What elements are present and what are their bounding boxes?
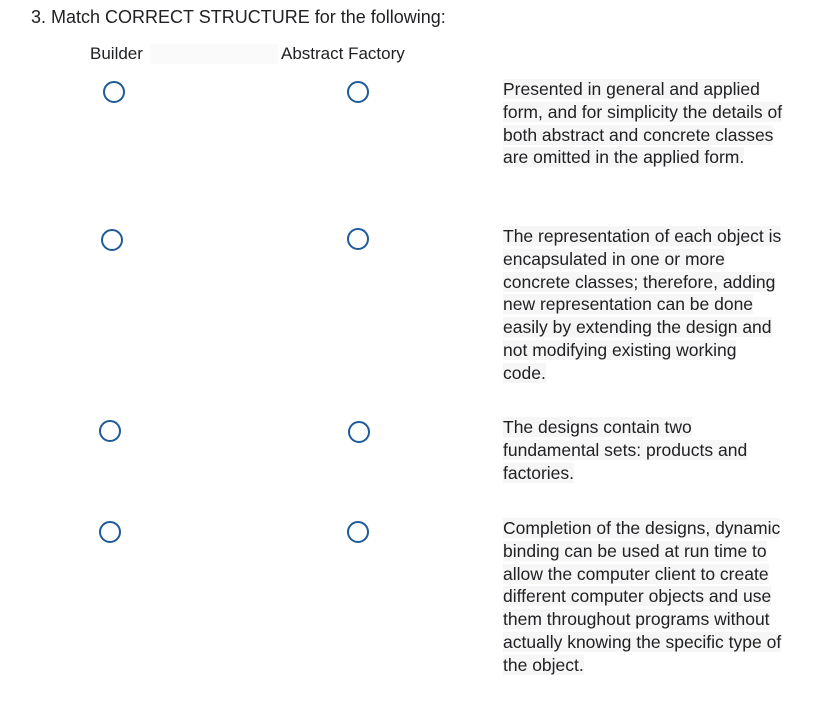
statement-row4-text: Completion of the designs, dynamic binding can be used at run time to allow the computer client to create different computer objects and use them throughout programs without actually knowing the specific type of the object. [503, 518, 782, 675]
radio-row1-abstract-factory[interactable] [347, 81, 369, 103]
statement-row3 [503, 416, 783, 484]
statement-row4 [503, 517, 783, 677]
radio-row4-abstract-factory[interactable] [347, 521, 369, 543]
radio-row3-builder[interactable] [99, 420, 121, 442]
statement-row3-text: The designs contain two fundamental sets: products and factories. [503, 417, 748, 483]
column-header-builder: Builder [90, 44, 143, 63]
column-header-abstract-factory: Abstract Factory [281, 44, 405, 63]
statement-row2-text: The representation of each object is encapsulated in one or more concrete classes; therefore, adding new representation can be done easily by extending the design and not modifying existing working code. [503, 226, 782, 383]
statement-row2 [503, 225, 783, 385]
statement-row1-text: Presented in general and applied form, and for simplicity the details of both abstract and concrete classes are omitted in the applied form. [503, 79, 783, 168]
radio-row3-abstract-factory[interactable] [348, 421, 370, 443]
radio-row4-builder[interactable] [99, 521, 121, 543]
statement-row1 [503, 78, 783, 169]
radio-row2-builder[interactable] [101, 229, 123, 251]
radio-row2-abstract-factory[interactable] [347, 228, 369, 250]
radio-row1-builder[interactable] [103, 81, 125, 103]
header-shade [150, 44, 278, 64]
question-title: 3. Match CORRECT STRUCTURE for the following: [31, 7, 446, 27]
